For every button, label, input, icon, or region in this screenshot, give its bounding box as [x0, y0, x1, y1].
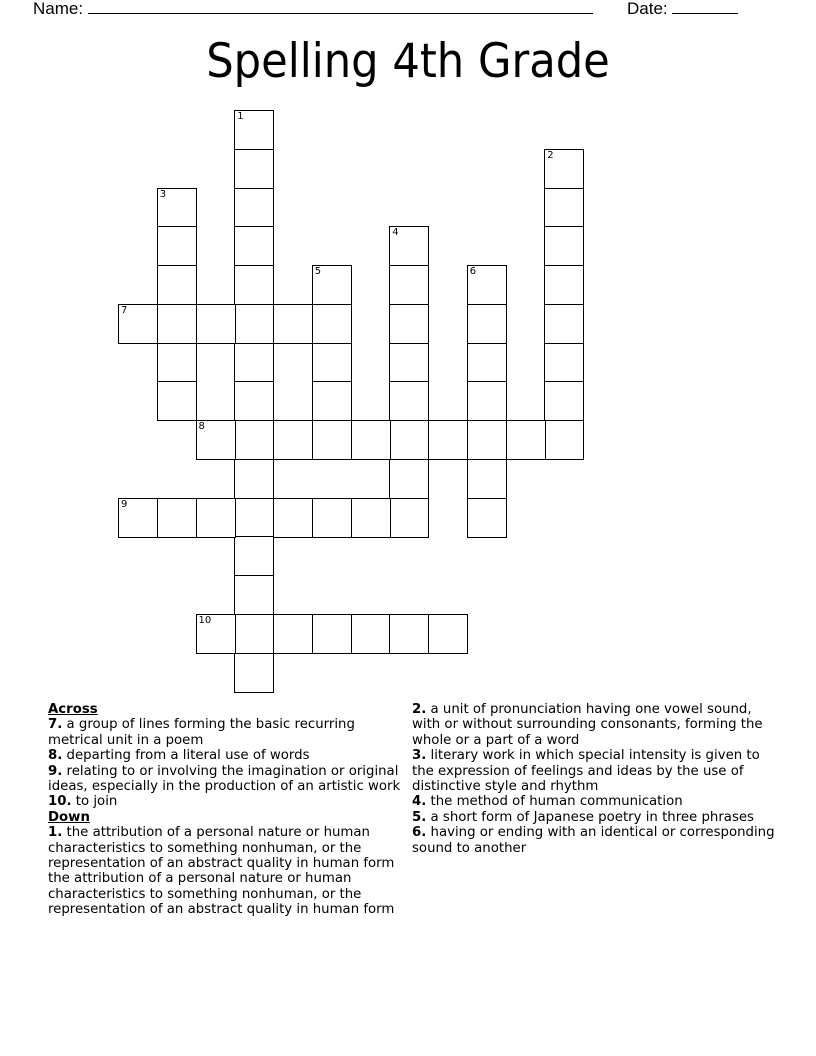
grid-cell[interactable]	[234, 498, 274, 538]
grid-cell[interactable]	[196, 304, 236, 344]
clue-number: 8	[198, 421, 205, 432]
clue-text: the method of human communication	[426, 794, 683, 810]
grid-cell[interactable]	[428, 614, 468, 654]
clue-text: a unit of pronunciation having one vowel sound, with or without surrounding consonants, forming the whole or a part of a word	[412, 702, 763, 748]
clue-item	[48, 717, 408, 748]
clues-right-column	[412, 702, 782, 856]
date-label: Date:	[627, 0, 668, 18]
grid-cell[interactable]	[157, 226, 197, 266]
grid-cell[interactable]	[544, 381, 584, 421]
clue-num: 10.	[48, 794, 72, 810]
across-clue-list	[48, 717, 408, 809]
grid-cell[interactable]	[118, 498, 158, 538]
grid-cell[interactable]	[196, 498, 236, 538]
grid-cell[interactable]	[389, 420, 429, 460]
clue-item	[412, 748, 782, 794]
clue-item	[412, 794, 782, 809]
grid-cell[interactable]	[273, 614, 313, 654]
grid-cell[interactable]	[467, 420, 507, 460]
grid-cell[interactable]	[351, 614, 391, 654]
grid-cell[interactable]	[467, 381, 507, 421]
clue-number: 7	[121, 304, 128, 316]
grid-cell[interactable]	[234, 265, 274, 305]
clues-left-column	[48, 702, 408, 918]
grid-cell[interactable]	[273, 420, 313, 460]
clue-text: the attribution of a personal nature or human characteristics to something nonhuman, or the representation of an abstract quality in human form the attribution of a personal nature or human characteristics to something nonhuman, or the representation of an abstract quality in human form	[48, 825, 395, 918]
clue-number: 9	[121, 498, 128, 510]
grid-cell[interactable]	[351, 420, 391, 460]
grid-cell[interactable]	[234, 459, 274, 499]
clue-number: 4	[392, 227, 399, 239]
clue-num: 2.	[412, 702, 427, 717]
grid-cell[interactable]	[157, 343, 197, 383]
grid-cell[interactable]	[157, 304, 197, 344]
grid-cell[interactable]	[312, 304, 352, 344]
across-heading: Across	[48, 702, 98, 717]
grid-cell[interactable]	[389, 381, 429, 421]
clue-text: having or ending with an identical or corresponding sound to another	[412, 825, 775, 856]
grid-cell[interactable]	[506, 420, 546, 460]
grid-cell[interactable]	[544, 226, 584, 266]
grid-cell[interactable]	[467, 265, 507, 305]
clue-num: 7.	[48, 717, 63, 733]
grid-cell[interactable]	[234, 343, 274, 383]
grid-cell[interactable]	[234, 653, 274, 693]
clue-num: 1.	[48, 825, 63, 841]
grid-cell[interactable]	[234, 575, 274, 615]
page-title: Spelling 4th Grade	[206, 34, 610, 89]
grid-cell[interactable]	[467, 498, 507, 538]
grid-cell[interactable]	[234, 226, 274, 266]
down-clue-list	[48, 825, 408, 917]
clue-text: departing from a literal use of words	[62, 748, 310, 764]
grid-cell[interactable]	[312, 265, 352, 305]
down-heading: Down	[48, 809, 90, 825]
clue-num: 6.	[412, 825, 427, 841]
grid-cell[interactable]	[118, 304, 158, 344]
grid-cell[interactable]	[467, 459, 507, 499]
grid-cell[interactable]	[312, 381, 352, 421]
clue-text: literary work in which special intensity is given to the expression of feelings and ideas by the use of distinctive style and rhythm	[412, 748, 760, 795]
grid-cell[interactable]	[467, 343, 507, 383]
clue-item	[412, 825, 782, 856]
clue-number: 5	[314, 266, 322, 277]
grid-cell[interactable]	[234, 149, 274, 189]
grid-cell[interactable]	[544, 343, 584, 383]
grid-cell[interactable]	[389, 459, 429, 499]
clue-text: to join	[71, 794, 118, 810]
grid-cell[interactable]	[234, 381, 274, 421]
grid-cell[interactable]	[389, 498, 429, 538]
clue-num: 3.	[412, 748, 427, 764]
clue-number: 1	[237, 111, 244, 122]
grid-cell[interactable]	[157, 381, 197, 421]
grid-cell[interactable]	[544, 420, 584, 460]
clue-number: 3	[159, 188, 167, 200]
clue-item	[412, 702, 782, 748]
clue-number: 10	[198, 614, 212, 626]
clue-item	[48, 825, 408, 917]
grid-cell[interactable]	[157, 265, 197, 305]
clue-num: 8.	[48, 748, 63, 764]
grid-cell[interactable]	[196, 420, 236, 460]
grid-cell[interactable]	[157, 188, 197, 228]
name-label: Name:	[33, 0, 84, 18]
clue-item	[48, 794, 408, 809]
clue-item	[412, 810, 782, 825]
grid-cell[interactable]	[351, 498, 391, 538]
grid-cell[interactable]	[467, 304, 507, 344]
grid-cell[interactable]	[234, 420, 274, 460]
grid-cell[interactable]	[544, 304, 584, 344]
clue-number: 6	[469, 266, 477, 277]
grid-cell[interactable]	[389, 304, 429, 344]
grid-cell[interactable]	[544, 265, 584, 305]
clue-item	[48, 748, 408, 763]
clue-num: 9.	[48, 763, 63, 779]
grid-cell[interactable]	[234, 614, 274, 654]
clue-item	[48, 764, 408, 795]
grid-cell[interactable]	[389, 343, 429, 383]
grid-cell[interactable]	[312, 498, 352, 538]
grid-cell[interactable]	[273, 304, 313, 344]
clue-num: 5.	[412, 809, 427, 825]
grid-cell[interactable]	[544, 149, 584, 189]
grid-cell[interactable]	[234, 188, 274, 228]
grid-cell[interactable]	[389, 614, 429, 654]
grid-cell[interactable]	[389, 226, 429, 266]
grid-cell[interactable]	[428, 420, 468, 460]
grid-cell[interactable]	[273, 498, 313, 538]
grid-cell[interactable]	[157, 498, 197, 538]
clue-num: 4.	[412, 794, 427, 810]
clue-text: a short form of Japanese poetry in three phrases	[426, 809, 754, 825]
clue-number: 2	[547, 149, 554, 161]
grid-cell[interactable]	[389, 265, 429, 305]
clue-text: relating to or involving the imagination or original ideas, especially in the production of an artistic work	[48, 763, 401, 795]
grid-cell[interactable]	[312, 614, 352, 654]
grid-cell[interactable]	[234, 536, 274, 576]
grid-cell[interactable]	[234, 110, 274, 150]
grid-cell[interactable]	[544, 188, 584, 228]
grid-cell[interactable]	[234, 304, 274, 344]
grid-cell[interactable]	[312, 343, 352, 383]
clue-text: a group of lines forming the basic recurring metrical unit in a poem	[48, 717, 355, 748]
grid-cell[interactable]	[196, 614, 236, 654]
grid-cell[interactable]	[312, 420, 352, 460]
down-clue-list-continued	[412, 702, 782, 856]
